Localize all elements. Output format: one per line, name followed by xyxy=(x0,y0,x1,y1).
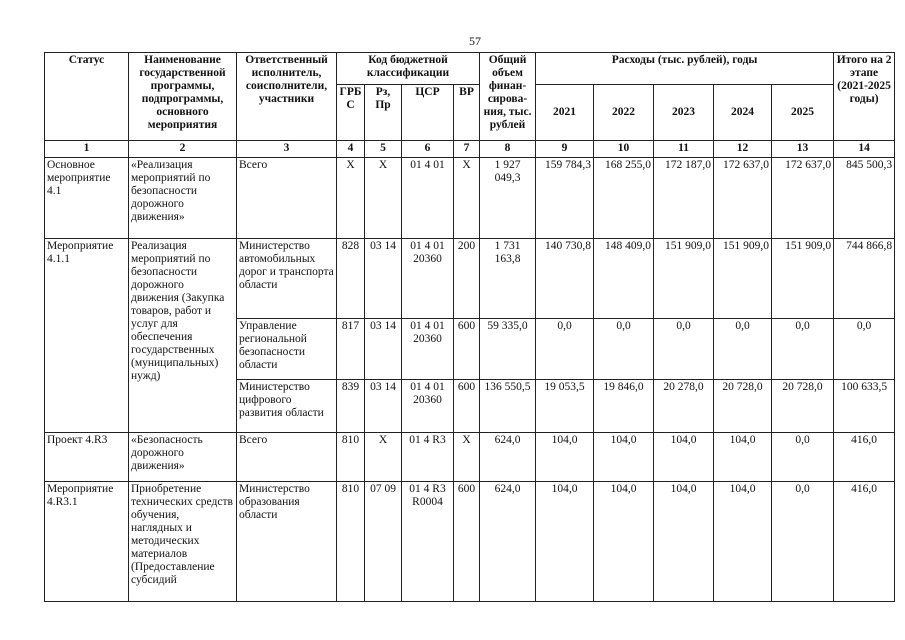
cell-grbs: 817 xyxy=(337,319,365,380)
cell-stage: 0,0 xyxy=(834,319,895,380)
cell-vr: 600 xyxy=(454,319,480,380)
header-year-2021: 2021 xyxy=(536,84,594,141)
cell-2021: 19 053,5 xyxy=(536,380,594,433)
cell-executor: Министерство автомобильных дорог и транспорта области xyxy=(237,239,337,319)
cell-2025: 0,0 xyxy=(772,482,834,602)
index-cell: 1 xyxy=(45,141,129,157)
cell-2021: 104,0 xyxy=(536,482,594,602)
cell-vr: 600 xyxy=(454,380,480,433)
cell-2023: 104,0 xyxy=(654,482,714,602)
cell-2023: 151 909,0 xyxy=(654,239,714,319)
cell-name: Реализация мероприятий по безопасности дорожного движения (Закупка товаров, работ и услуг для обеспечения государственных (муниципальных) нужд) xyxy=(129,239,237,433)
cell-2023: 172 187,0 xyxy=(654,157,714,238)
cell-2025: 0,0 xyxy=(772,319,834,380)
index-cell: 6 xyxy=(402,141,454,157)
header-csr: ЦСР xyxy=(402,84,454,141)
cell-2024: 104,0 xyxy=(714,433,772,482)
cell-total: 624,0 xyxy=(480,482,536,602)
cell-csr: 01 4 01 20360 xyxy=(402,319,454,380)
cell-2021: 104,0 xyxy=(536,433,594,482)
header-expenses: Расходы (тыс. рублей), годы xyxy=(536,53,834,85)
cell-2022: 19 846,0 xyxy=(594,380,654,433)
index-cell: 11 xyxy=(654,141,714,157)
cell-2023: 0,0 xyxy=(654,319,714,380)
cell-executor: Всего xyxy=(237,157,337,238)
cell-rzpr: 03 14 xyxy=(365,319,402,380)
cell-stage: 845 500,3 xyxy=(834,157,895,238)
page-number: 57 xyxy=(469,34,481,48)
cell-2022: 104,0 xyxy=(594,433,654,482)
header-budget-code: Код бюджетной классификации xyxy=(337,53,480,85)
cell-grbs: 828 xyxy=(337,239,365,319)
cell-total: 624,0 xyxy=(480,433,536,482)
index-cell: 4 xyxy=(337,141,365,157)
cell-csr: 01 4 01 20360 xyxy=(402,239,454,319)
header-executor: Ответственный исполнитель, соисполнители, участники xyxy=(237,53,337,141)
cell-name: Приобретение технических средств обучения, наглядных и методических материалов (Предоставление субсидий xyxy=(129,482,237,602)
cell-vr: Х xyxy=(454,157,480,238)
cell-2021: 0,0 xyxy=(536,319,594,380)
cell-2022: 168 255,0 xyxy=(594,157,654,238)
cell-csr: 01 4 01 xyxy=(402,157,454,238)
cell-csr: 01 4 R3 xyxy=(402,433,454,482)
cell-2024: 20 728,0 xyxy=(714,380,772,433)
table-row xyxy=(45,433,895,482)
cell-name: «Реализация мероприятий по безопасности дорожного движения» xyxy=(129,157,237,238)
index-cell: 8 xyxy=(480,141,536,157)
header-vr: ВР xyxy=(454,84,480,141)
cell-total: 136 550,5 xyxy=(480,380,536,433)
header-status: Статус xyxy=(45,53,129,141)
header-stage-total: Итого на 2 этапе (2021-2025 годы) xyxy=(834,53,895,141)
cell-status: Мероприятие 4.R3.1 xyxy=(45,482,129,602)
cell-2025: 151 909,0 xyxy=(772,239,834,319)
table-row xyxy=(45,239,895,319)
cell-total: 59 335,0 xyxy=(480,319,536,380)
cell-2021: 140 730,8 xyxy=(536,239,594,319)
cell-grbs: Х xyxy=(337,157,365,238)
index-cell: 14 xyxy=(834,141,895,157)
cell-total: 1 927 049,3 xyxy=(480,157,536,238)
cell-status: Мероприятие 4.1.1 xyxy=(45,239,129,433)
index-cell: 5 xyxy=(365,141,402,157)
cell-2024: 0,0 xyxy=(714,319,772,380)
cell-grbs: 839 xyxy=(337,380,365,433)
cell-2022: 0,0 xyxy=(594,319,654,380)
header-year-2023: 2023 xyxy=(654,84,714,141)
cell-stage: 416,0 xyxy=(834,433,895,482)
cell-rzpr: Х xyxy=(365,433,402,482)
cell-stage: 100 633,5 xyxy=(834,380,895,433)
table-row xyxy=(45,157,895,238)
header-year-2025: 2025 xyxy=(772,84,834,141)
cell-rzpr: 03 14 xyxy=(365,380,402,433)
index-cell: 13 xyxy=(772,141,834,157)
index-cell: 12 xyxy=(714,141,772,157)
cell-name: «Безопасность дорожного движения» xyxy=(129,433,237,482)
cell-2025: 0,0 xyxy=(772,433,834,482)
budget-table xyxy=(44,52,895,602)
header-total-volume: Общий объем финан-сирова-ния, тыс. рублей xyxy=(480,53,536,141)
cell-grbs: 810 xyxy=(337,482,365,602)
cell-executor: Всего xyxy=(237,433,337,482)
cell-status: Проект 4.R3 xyxy=(45,433,129,482)
cell-2021: 159 784,3 xyxy=(536,157,594,238)
cell-2023: 104,0 xyxy=(654,433,714,482)
cell-2022: 148 409,0 xyxy=(594,239,654,319)
cell-executor: Министерство образования области xyxy=(237,482,337,602)
cell-2025: 20 728,0 xyxy=(772,380,834,433)
index-row xyxy=(45,141,895,157)
cell-executor: Управление региональной безопасности области xyxy=(237,319,337,380)
cell-2022: 104,0 xyxy=(594,482,654,602)
header-year-2024: 2024 xyxy=(714,84,772,141)
cell-status: Основное мероприятие 4.1 xyxy=(45,157,129,238)
header-row-1 xyxy=(45,53,895,85)
cell-rzpr: 07 09 xyxy=(365,482,402,602)
header-name: Наименование государственной программы, подпрограммы, основного мероприятия xyxy=(129,53,237,141)
table-row xyxy=(45,482,895,602)
header-grbs: ГРБ С xyxy=(337,84,365,141)
cell-csr: 01 4 R3 R0004 xyxy=(402,482,454,602)
cell-total: 1 731 163,8 xyxy=(480,239,536,319)
index-cell: 10 xyxy=(594,141,654,157)
cell-2023: 20 278,0 xyxy=(654,380,714,433)
cell-2024: 151 909,0 xyxy=(714,239,772,319)
cell-2025: 172 637,0 xyxy=(772,157,834,238)
header-year-2022: 2022 xyxy=(594,84,654,141)
cell-2024: 172 637,0 xyxy=(714,157,772,238)
cell-vr: Х xyxy=(454,433,480,482)
cell-stage: 416,0 xyxy=(834,482,895,602)
cell-stage: 744 866,8 xyxy=(834,239,895,319)
index-cell: 3 xyxy=(237,141,337,157)
cell-executor: Министерство цифрового развития области xyxy=(237,380,337,433)
cell-rzpr: 03 14 xyxy=(365,239,402,319)
index-cell: 9 xyxy=(536,141,594,157)
cell-grbs: 810 xyxy=(337,433,365,482)
header-rzpr: Рз, Пр xyxy=(365,84,402,141)
index-cell: 7 xyxy=(454,141,480,157)
index-cell: 2 xyxy=(129,141,237,157)
cell-csr: 01 4 01 20360 xyxy=(402,380,454,433)
cell-2024: 104,0 xyxy=(714,482,772,602)
cell-vr: 200 xyxy=(454,239,480,319)
cell-rzpr: Х xyxy=(365,157,402,238)
cell-vr: 600 xyxy=(454,482,480,602)
